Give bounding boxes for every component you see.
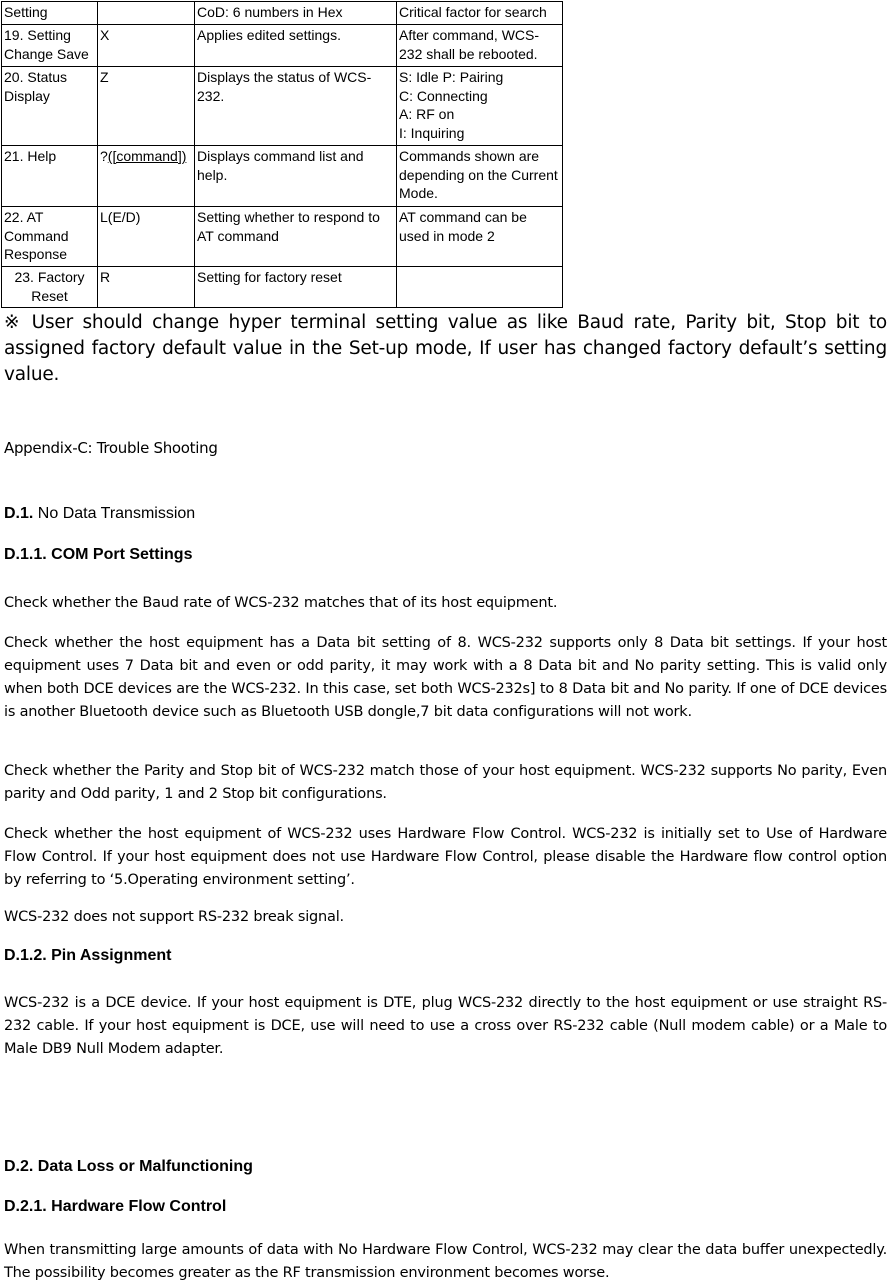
command-cell: Z (98, 67, 195, 146)
remark-cell: S: Idle P: Pairing C: Connecting A: RF on I: Inquiring (397, 67, 563, 146)
remark-cell (397, 267, 563, 308)
section-heading-d12: D.1.2. Pin Assignment (4, 947, 172, 964)
paragraph: When transmitting large amounts of data with No Hardware Flow Control, WCS-232 may clear the data buffer unexpectedly. The possibility becomes greater as the RF transmission environment becomes worse. (4, 1242, 887, 1281)
header-cell-setting: Setting (2, 2, 98, 25)
table-row (2, 267, 563, 308)
remark-cell: AT command can be used in mode 2 (397, 207, 563, 267)
section-title: No Data Transmission (37, 505, 196, 522)
command-argument: ([command]) (107, 148, 187, 164)
header-cell-description: CoD: 6 numbers in Hex (195, 2, 397, 25)
table-row (2, 25, 563, 67)
appendix-title: Appendix-C: Trouble Shooting (4, 439, 218, 457)
paragraph: Check whether the host equipment has a Data bit setting of 8. WCS-232 supports only 8 Data bit settings. If your host equipment uses 7 Data bit and even or odd parity, it may work with a 8 Data bit and No parity setting. This is valid only when both DCE devices are the WCS-232. In this case, set both WCS-232s] to 8 Data bit and No parity. If one of DCE devices is another Bluetooth device such as Bluetooth USB dongle,7 bit data configurations will not work. (4, 635, 887, 720)
table-row (2, 207, 563, 267)
description-cell: Displays the status of WCS-232. (195, 67, 397, 146)
description-cell: Setting for factory reset (195, 267, 397, 308)
setting-cell: 20. Status Display (2, 67, 98, 146)
paragraph: WCS-232 does not support RS-232 break signal. (4, 909, 344, 925)
header-cell-command (98, 2, 195, 25)
description-cell: Displays command list and help. (195, 146, 397, 207)
description-cell: Applies edited settings. (195, 25, 397, 67)
command-cell (98, 146, 195, 207)
command-cell: R (98, 267, 195, 308)
header-cell-remark: Critical factor for search (397, 2, 563, 25)
command-prefix: ? (100, 148, 108, 164)
command-cell: X (98, 25, 195, 67)
section-heading-d21: D.2.1. Hardware Flow Control (4, 1198, 227, 1215)
setting-cell: 22. AT Command Response (2, 207, 98, 267)
section-heading-d11: D.1.1. COM Port Settings (4, 546, 193, 563)
paragraph: Check whether the Baud rate of WCS-232 matches that of its host equipment. (4, 595, 558, 611)
paragraph: WCS-232 is a DCE device. If your host equipment is DTE, plug WCS-232 directly to the host equipment or use straight RS-232 cable. If your host equipment is DCE, use will need to use a cross over RS-232 cable (Null modem cable) or a Male to Male DB9 Null Modem adapter. (4, 995, 887, 1057)
remark-cell: After command, WCS-232 shall be rebooted. (397, 25, 563, 67)
table-row (2, 67, 563, 146)
paragraph: Check whether the host equipment of WCS-232 uses Hardware Flow Control. WCS-232 is initially set to Use of Hardware Flow Control. If your host equipment does not use Hardware Flow Control, please disable the Hardware flow control option by referring to ‘5.Operating environment setting’. (4, 826, 887, 888)
command-cell: L(E/D) (98, 207, 195, 267)
paragraph: Check whether the Parity and Stop bit of WCS-232 match those of your host equipment. WCS-232 supports No parity, Even parity and Odd parity, 1 and 2 Stop bit configurations. (4, 763, 887, 802)
section-heading-d1 (4, 505, 887, 523)
table-row (2, 146, 563, 207)
section-heading-d2: D.2. Data Loss or Malfunctioning (4, 1158, 253, 1175)
section-number: D.1. (4, 505, 34, 522)
setting-cell: 23. Factory Reset (2, 267, 98, 308)
table-header-row (2, 2, 563, 25)
remark-cell: Commands shown are depending on the Current Mode. (397, 146, 563, 207)
description-cell: Setting whether to respond to AT command (195, 207, 397, 267)
hyper-terminal-note: ※ User should change hyper terminal setting value as like Baud rate, Parity bit, Stop bit to assigned factory default value in the Set-up mode, If user has changed factory default’s setting value. (4, 312, 887, 385)
setting-cell: 19. Setting Change Save (2, 25, 98, 67)
setting-cell: 21. Help (2, 146, 98, 207)
command-table (1, 1, 563, 308)
